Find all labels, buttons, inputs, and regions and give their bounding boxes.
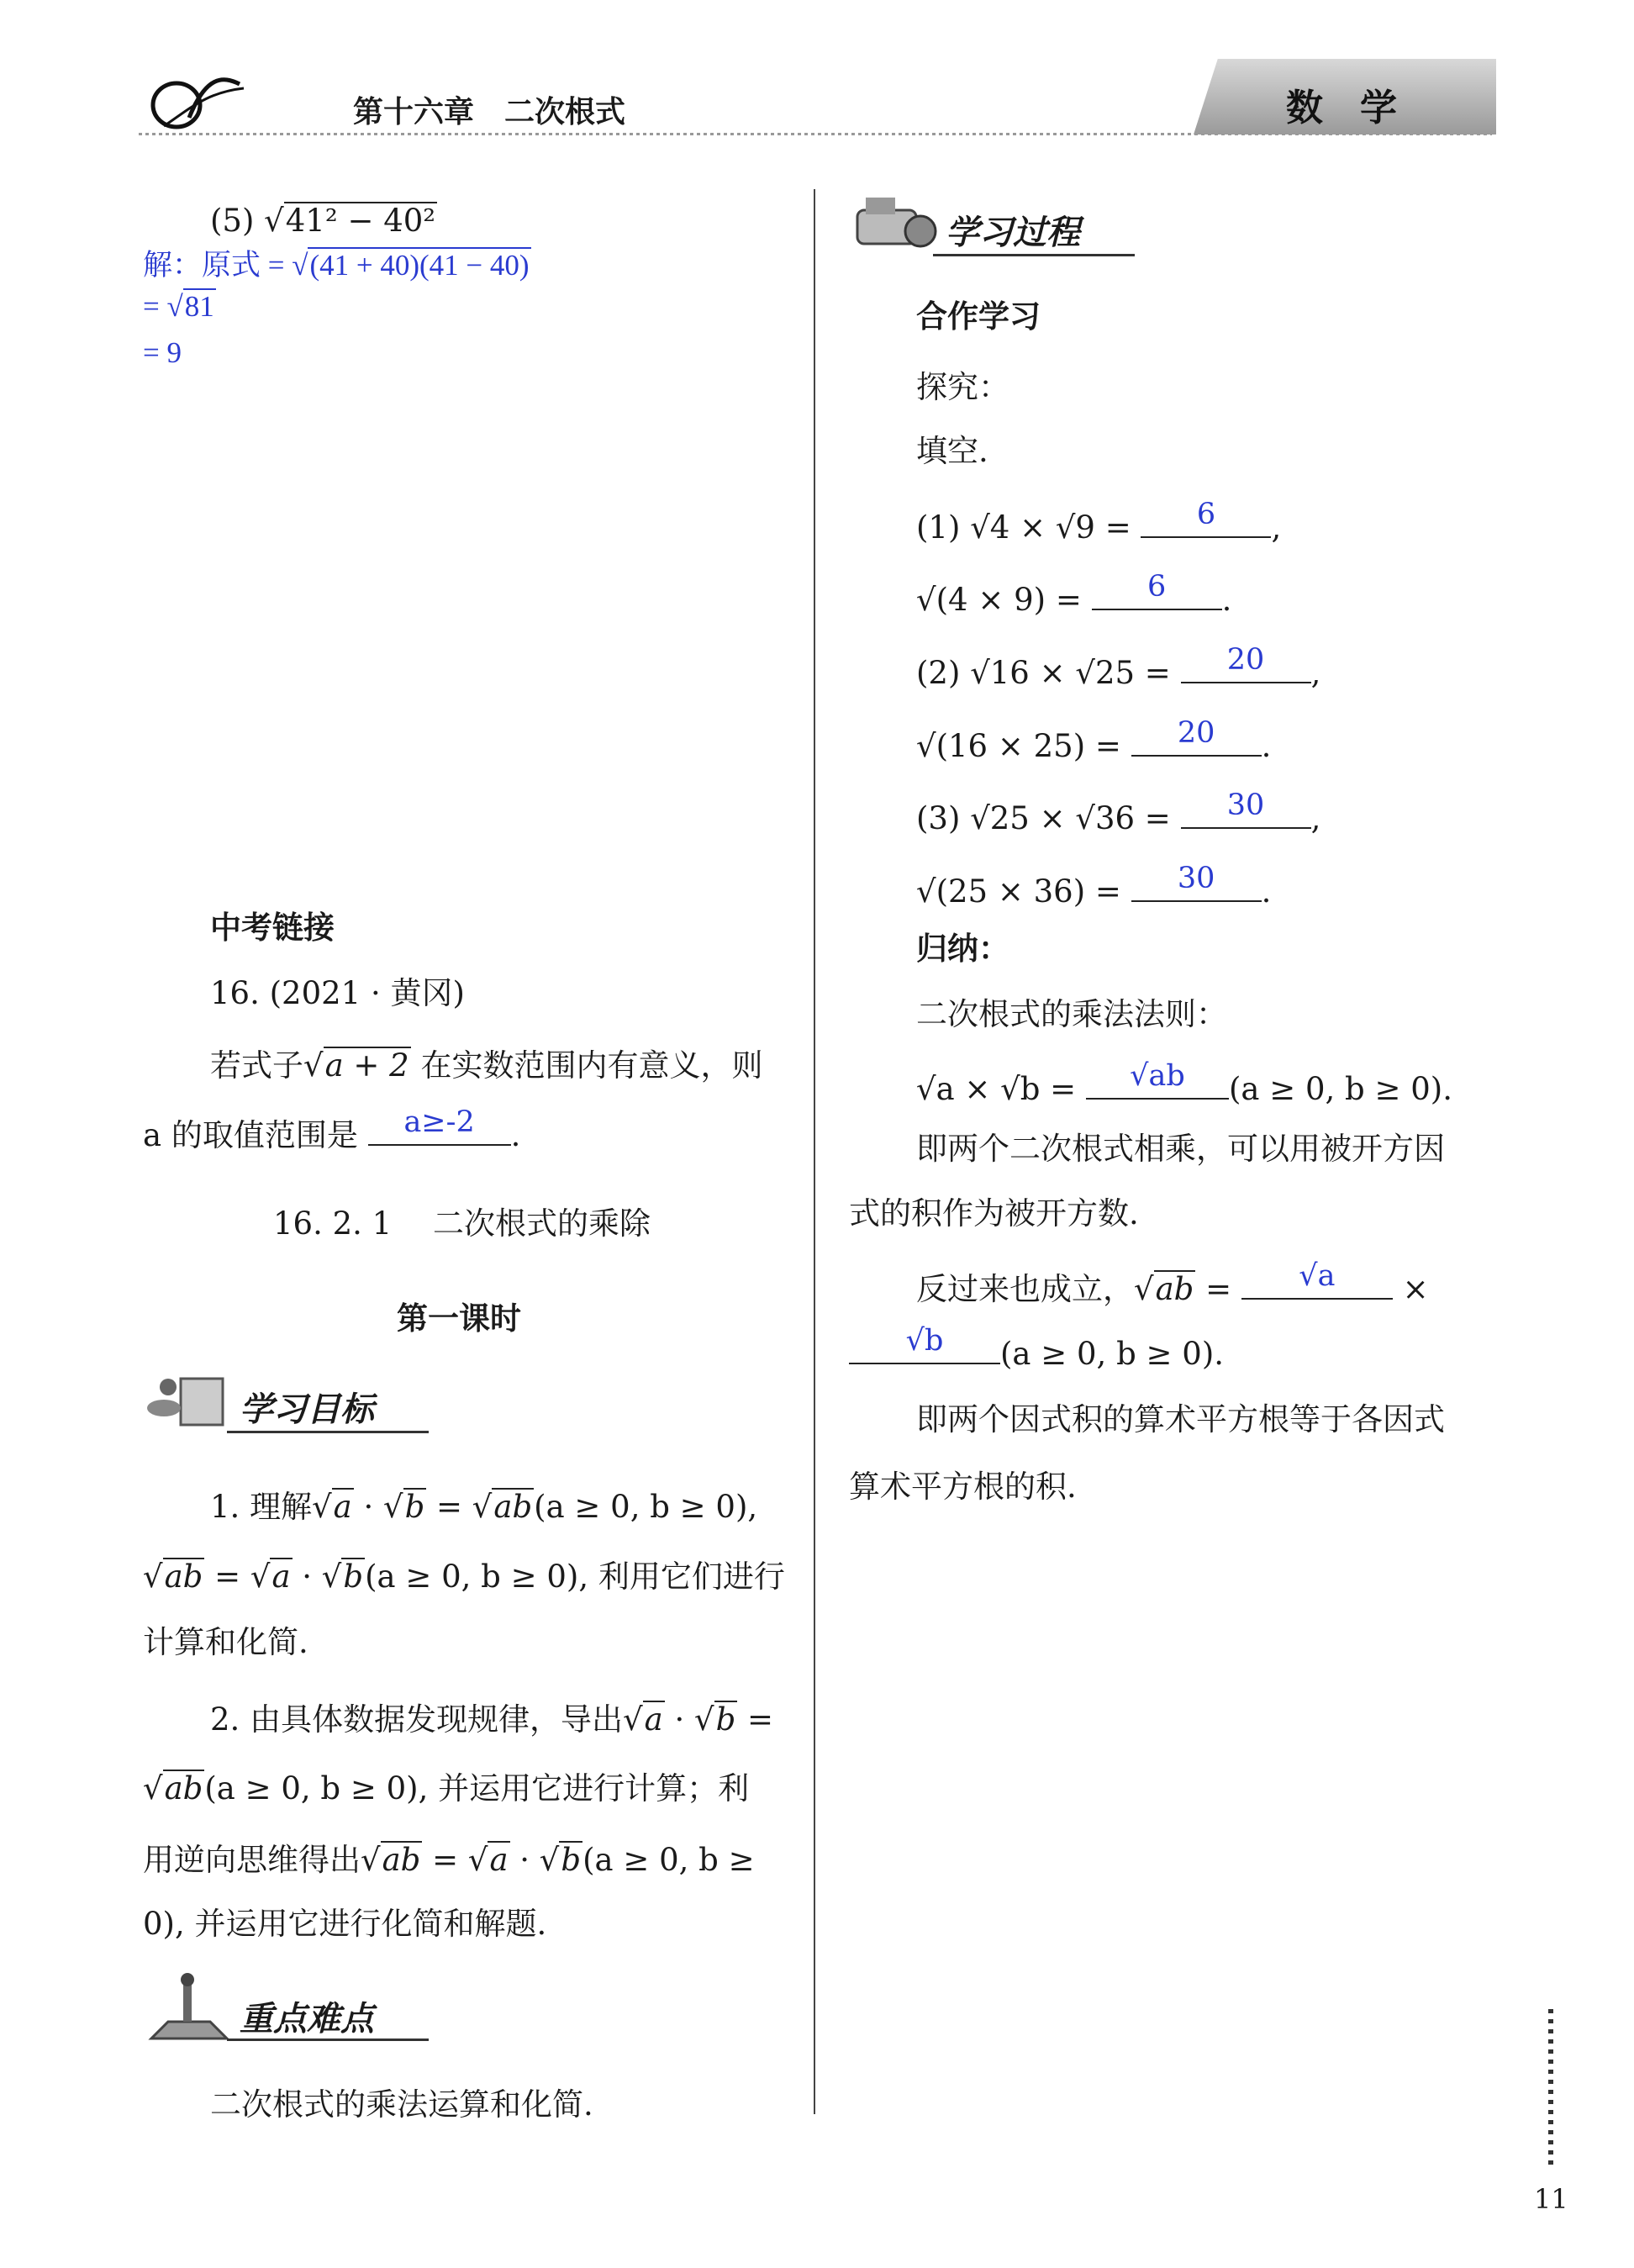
rule-expr: √a × √b = <box>916 1071 1077 1107</box>
key-heading: 重点难点 <box>240 2000 374 2039</box>
solution-radicand-2: 81 <box>184 290 214 323</box>
key-heading-underline <box>227 2039 429 2041</box>
process-heading: 学习过程 <box>946 214 1080 252</box>
fill-item-6 <box>916 862 1272 910</box>
goals-heading: 学习目标 <box>240 1390 374 1429</box>
solution-line2: = √81 <box>143 290 214 323</box>
fill-item-3 <box>916 643 1321 691</box>
reverse-condition: (a ≥ 0, b ≥ 0). <box>1000 1336 1225 1372</box>
page-number: 11 <box>1534 2183 1568 2215</box>
goal2-line4: 0), 并运用它进行化简和解题. <box>143 1906 547 1942</box>
fill-blank[interactable] <box>1141 498 1271 538</box>
reverse-answer-1: √a <box>1299 1259 1336 1293</box>
fill-item-end: . <box>1261 873 1272 910</box>
q16-answer: a≥-2 <box>403 1105 475 1139</box>
column-divider <box>814 189 815 2114</box>
goal1-text-b: (a ≥ 0, b ≥ 0), <box>534 1489 758 1525</box>
fill-answer: 30 <box>1177 862 1215 895</box>
q5-radicand: 41² − 40² <box>285 203 436 239</box>
chapter-title: 第十六章 二次根式 <box>353 95 626 129</box>
page-dots <box>1548 2009 1553 2169</box>
solution-eq: = <box>143 290 160 323</box>
coop-title: 合作学习 <box>916 298 1041 335</box>
goal1-line3: 计算和化简. <box>143 1624 308 1660</box>
fill-item-label: (2) <box>916 655 961 691</box>
fill-answer: 20 <box>1226 643 1265 677</box>
process-heading-underline <box>933 254 1135 256</box>
subject-label: 数 学 <box>1286 87 1397 129</box>
reverse-line1: 反过来也成立，√ab = √a × <box>916 1259 1429 1307</box>
goal2-line2: √ab(a ≥ 0, b ≥ 0), 并运用它进行计算；利 <box>143 1770 750 1806</box>
fill-item-end: , <box>1310 800 1321 836</box>
q5-label: (5) <box>210 203 255 239</box>
goal2-text-d: (a ≥ 0, b ≥ <box>582 1842 755 1878</box>
reverse-line2 <box>849 1324 1225 1372</box>
rule-condition: (a ≥ 0, b ≥ 0). <box>1228 1071 1452 1107</box>
q16-text-b: 在实数范围内有意义，则 <box>420 1047 763 1084</box>
fill-item-expr: √25 × √36 = <box>970 800 1171 836</box>
key-text: 二次根式的乘法运算和化简. <box>210 2086 593 2123</box>
goal2-text-a: 2. 由具体数据发现规律，导出 <box>210 1701 624 1738</box>
fill-answer: 20 <box>1177 716 1215 750</box>
q16-line2: a 的取值范围是 a≥-2 . <box>143 1105 521 1153</box>
section-title: 16. 2. 1 二次根式的乘除 <box>273 1205 651 1242</box>
solution-radicand: (41 + 40)(41 − 40) <box>309 249 530 282</box>
fill-item-end: , <box>1271 509 1282 546</box>
key-heading-icon <box>143 1971 235 2050</box>
fill-item-end: , <box>1310 655 1321 691</box>
explanation-1: 即两个二次根式相乘，可以用被开方因 <box>916 1131 1445 1167</box>
q16-blank[interactable] <box>368 1105 511 1146</box>
fill-blank[interactable] <box>1181 789 1311 829</box>
fill-answer: 6 <box>1146 570 1167 604</box>
solution-line3: = 9 <box>143 336 182 369</box>
explore-label: 探究： <box>916 369 1009 405</box>
explanation-4: 算术平方根的积. <box>849 1469 1077 1505</box>
reverse-answer-2: √b <box>905 1324 944 1358</box>
goal1-line1: 1. 理解√a · √b = √ab(a ≥ 0, b ≥ 0), <box>210 1489 758 1525</box>
q16-line1: 若式子√a + 2 在实数范围内有意义，则 <box>210 1047 763 1084</box>
q5-line: (5) √41² − 40² <box>210 203 436 239</box>
fill-answer: 6 <box>1196 498 1216 531</box>
summary-label: 归纳： <box>916 931 1009 967</box>
explanation-3: 即两个因式积的算术平方根等于各因式 <box>916 1401 1445 1437</box>
header-logo <box>139 67 248 138</box>
explanation-2: 式的积作为被开方数. <box>849 1195 1139 1232</box>
fill-item-end: . <box>1221 582 1232 618</box>
lesson-title: 第一课时 <box>397 1300 521 1337</box>
exam-link-title: 中考链接 <box>210 910 335 946</box>
process-heading-icon <box>849 185 941 264</box>
fill-item-expr: √(25 × 36) = <box>916 873 1121 910</box>
fill-blank[interactable] <box>1131 716 1262 757</box>
rule-line <box>916 1059 1452 1107</box>
goal2-line1: 2. 由具体数据发现规律，导出√a · √b = <box>210 1701 774 1738</box>
q16-label: 16. (2021 · 黄冈) <box>210 975 465 1011</box>
fill-item-1 <box>916 498 1282 546</box>
q16-text-a: 若式子 <box>210 1047 303 1084</box>
goals-heading-underline <box>227 1431 429 1433</box>
goal2-text-c: 用逆向思维得出 <box>143 1842 361 1878</box>
goal1-text-a: 1. 理解 <box>210 1489 313 1525</box>
fill-label: 填空. <box>916 433 988 469</box>
reverse-text: 反过来也成立， <box>916 1271 1134 1307</box>
reverse-eq: = <box>1205 1271 1232 1307</box>
q16-text-c: a 的取值范围是 <box>143 1117 358 1153</box>
rule-title: 二次根式的乘法法则： <box>916 996 1227 1032</box>
fill-blank[interactable] <box>1131 862 1262 902</box>
fill-item-end: . <box>1261 728 1272 764</box>
rule-blank[interactable] <box>1086 1059 1229 1100</box>
fill-item-2 <box>916 570 1232 618</box>
reverse-times: × <box>1402 1271 1429 1307</box>
fill-item-4 <box>916 716 1272 764</box>
fill-item-expr: √(16 × 25) = <box>916 728 1121 764</box>
q16-radicand: a + 2 <box>324 1047 409 1084</box>
goals-heading-icon <box>143 1362 227 1441</box>
reverse-blank-1[interactable] <box>1241 1259 1393 1300</box>
fill-item-expr: √(4 × 9) = <box>916 582 1082 618</box>
reverse-blank-2[interactable] <box>849 1324 1000 1364</box>
solution-line1: 解：原式 = √(41 + 40)(41 − 40) <box>143 249 530 282</box>
fill-blank[interactable] <box>1092 570 1222 610</box>
fill-item-expr: √4 × √9 = <box>970 509 1131 546</box>
rule-answer: √ab <box>1130 1059 1185 1093</box>
goal2-line3: 用逆向思维得出√ab = √a · √b(a ≥ 0, b ≥ <box>143 1842 755 1878</box>
fill-item-label: (1) <box>916 509 961 546</box>
solution-prefix: 解：原式 = <box>143 249 285 282</box>
fill-item-expr: √16 × √25 = <box>970 655 1171 691</box>
goal1-text-c: (a ≥ 0, b ≥ 0), 利用它们进行 <box>365 1559 785 1595</box>
goal1-line2: √ab = √a · √b(a ≥ 0, b ≥ 0), 利用它们进行 <box>143 1559 785 1595</box>
fill-answer: 30 <box>1226 789 1265 822</box>
fill-item-5 <box>916 789 1321 836</box>
fill-item-label: (3) <box>916 800 961 836</box>
fill-blank[interactable] <box>1181 643 1311 683</box>
goal2-text-b: (a ≥ 0, b ≥ 0), 并运用它进行计算；利 <box>204 1770 750 1806</box>
